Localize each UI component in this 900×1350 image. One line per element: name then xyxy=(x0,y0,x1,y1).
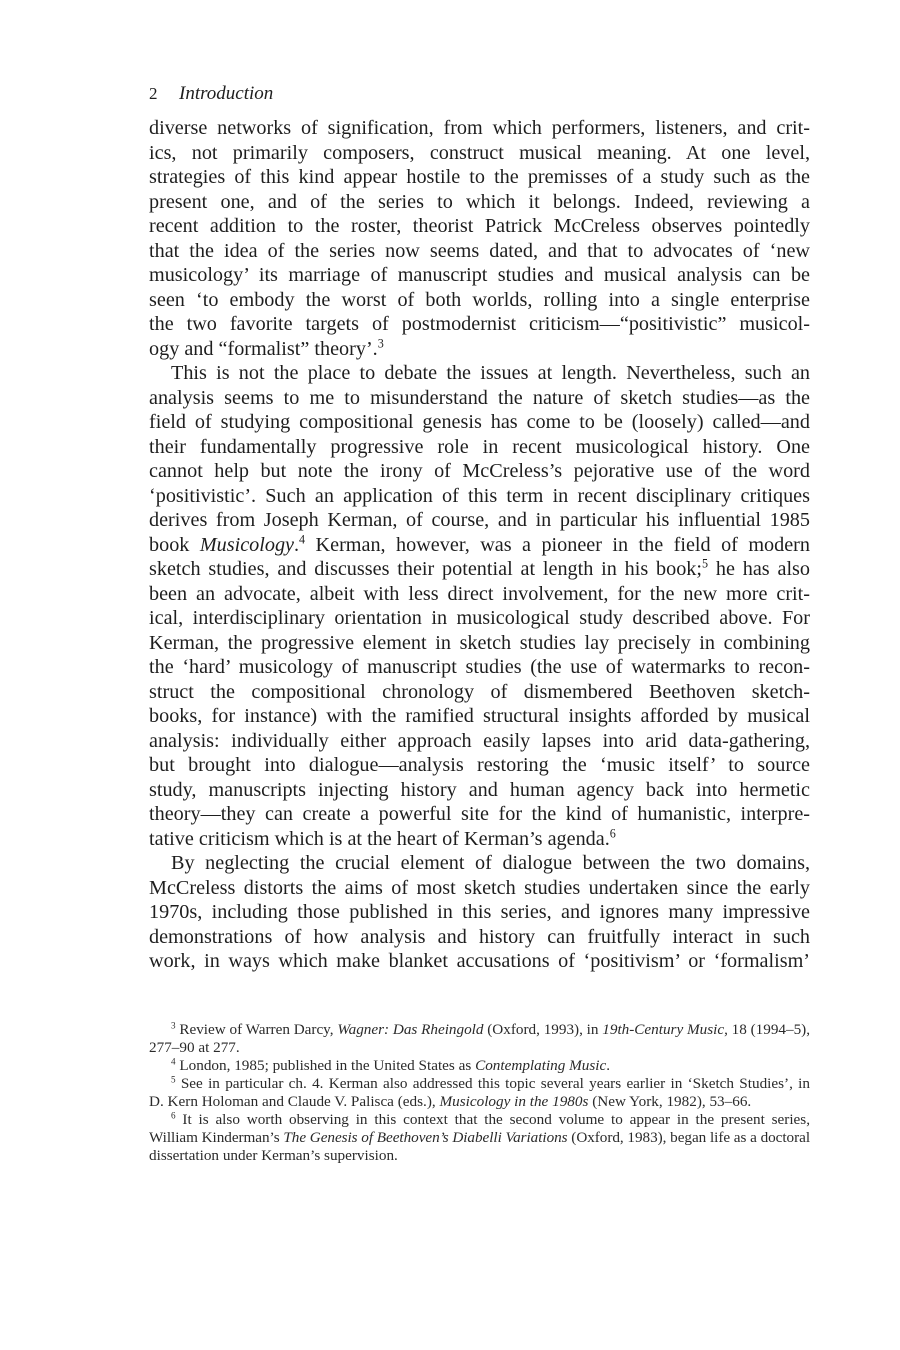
text-line: strategies of this kind appear hostile to the premisses of a study such as the xyxy=(149,166,810,188)
paragraph-2 xyxy=(149,361,810,851)
cited-title: Contemplating Music xyxy=(475,1057,607,1074)
footnotes xyxy=(149,1021,810,1165)
footnote-3 xyxy=(149,1021,810,1057)
text-line: but brought into dialogue—analysis restoring the ‘music itself’ to source xyxy=(149,754,810,776)
text-line: field of studying compositional genesis has come to be (loosely) called—and xyxy=(149,411,810,433)
body-text xyxy=(149,116,810,974)
cited-journal: 19th-Century Music xyxy=(602,1021,725,1038)
footnote-number: 4 xyxy=(171,1056,176,1067)
text-segment: William Kinderman’s xyxy=(149,1129,284,1146)
text-segment: . xyxy=(606,1057,611,1074)
footnote-line xyxy=(149,1129,810,1147)
text-segment: . xyxy=(294,533,300,556)
text-line: analysis: individually either approach easily lapses into arid data-gathering, xyxy=(149,729,810,752)
text-line: books, for instance) with the ramified structural insights afforded by musical xyxy=(149,705,810,727)
text-line-content: tative criticism which is at the heart of Kerman’s agenda. xyxy=(149,827,610,850)
text-line: musicology’ its marriage of manuscript studies and musical analysis can be xyxy=(149,264,810,286)
text-line xyxy=(149,827,810,852)
text-segment: Review of Warren Darcy, xyxy=(179,1021,338,1038)
text-line: cannot help but note the irony of McCreless’s pejorative use of the word xyxy=(149,460,810,482)
footnote-line: 277–90 at 277. xyxy=(149,1039,240,1056)
text-line: Kerman, the progressive element in sketch studies lay precisely in combining xyxy=(149,631,810,654)
text-segment: London, 1985; published in the United States as xyxy=(179,1057,476,1074)
text-segment: , 18 (1994–5), xyxy=(724,1021,811,1038)
text-line: recent addition to the roster, theorist Patrick McCreless observes pointedly xyxy=(149,215,810,237)
footnote-4 xyxy=(149,1057,810,1075)
text-line: ics, not primarily composers, construct musical meaning. At one level, xyxy=(149,141,810,164)
footnote-6 xyxy=(149,1111,810,1165)
footnote-number: 5 xyxy=(171,1074,176,1085)
text-line: ical, interdisciplinary orientation in musicological study described above. For xyxy=(149,607,810,629)
text-line: McCreless distorts the aims of most sketch studies undertaken since the early xyxy=(149,876,810,899)
text-line: present one, and of the series to which it belongs. Indeed, reviewing a xyxy=(149,190,810,213)
text-line xyxy=(149,557,810,582)
text-line: ‘positivistic’. Such an application of this term in recent disciplinary critiques xyxy=(149,484,810,507)
text-line: their fundamentally progressive role in recent musicological history. One xyxy=(149,435,810,458)
text-line: the two favorite targets of postmodernist criticism—“positivistic” musicol- xyxy=(149,313,810,335)
cited-title: The Genesis of Beethoven’s Diabelli Variations xyxy=(283,1129,568,1146)
footnote-line xyxy=(149,1021,810,1039)
text-segment: Kerman, however, was a pioneer in the field of modern xyxy=(305,533,810,556)
footnote-line xyxy=(149,1057,810,1075)
text-line xyxy=(149,337,810,362)
chapter-title: Introduction xyxy=(179,83,274,104)
footnote-line xyxy=(149,1075,810,1093)
footnote-ref-4[interactable]: 4 xyxy=(299,532,306,547)
book-title-musicology: Musicology xyxy=(199,533,294,556)
footnote-number: 6 xyxy=(171,1110,176,1121)
text-line: derives from Joseph Kerman, of course, and in particular his influential 1985 xyxy=(149,509,810,531)
text-line: 1970s, including those published in this series, and ignores many impressive xyxy=(149,901,810,923)
paragraph-3 xyxy=(149,851,810,974)
text-segment: See in particular ch. 4. Kerman also addressed this topic several years earlier in ‘Sketch Studies’, in xyxy=(180,1075,810,1092)
text-line: seen ‘to embody the worst of both worlds, rolling into a single enterprise xyxy=(149,288,810,311)
cited-title: Musicology in the 1980s xyxy=(439,1093,589,1110)
footnote-line xyxy=(149,1111,810,1129)
text-line: This is not the place to debate the issues at length. Nevertheless, such an xyxy=(171,362,810,384)
footnote-ref-5[interactable]: 5 xyxy=(702,556,709,571)
text-segment: (Oxford, 1993), in xyxy=(483,1021,603,1038)
footnote-5 xyxy=(149,1075,810,1111)
text-line: work, in ways which make blanket accusations of ‘positivism’ or ‘formalism’ xyxy=(149,950,810,972)
text-line xyxy=(149,533,810,558)
text-segment: (Oxford, 1983), began life as a doctoral xyxy=(567,1129,810,1146)
footnote-ref-6[interactable]: 6 xyxy=(609,826,616,841)
text-line: theory—they can create a powerful site for the kind of humanistic, interpre- xyxy=(149,803,810,825)
text-line: struct the compositional chronology of dismembered Beethoven sketch- xyxy=(149,680,810,703)
text-segment: D. Kern Holoman and Claude V. Palisca (eds.), xyxy=(149,1093,440,1110)
text-line: study, manuscripts injecting history and human agency back into hermetic xyxy=(149,778,810,801)
footnote-line: dissertation under Kerman’s supervision. xyxy=(149,1147,398,1164)
text-segment: It is also worth observing in this context that the second volume to appear in the present series, xyxy=(182,1111,810,1128)
footnote-number: 3 xyxy=(171,1020,176,1031)
cited-title: Wagner: Das Rheingold xyxy=(337,1021,484,1038)
text-segment: he has also xyxy=(708,558,810,580)
text-line: the ‘hard’ musicology of manuscript studies (the use of watermarks to recon- xyxy=(149,656,810,678)
text-line-content: ogy and “formalist” theory’. xyxy=(149,337,378,360)
text-line: that the idea of the series now seems dated, and that to advocates of ‘new xyxy=(149,239,810,262)
text-line: By neglecting the crucial element of dialogue between the two domains, xyxy=(171,852,810,874)
page-number: 2 xyxy=(149,84,158,103)
running-head xyxy=(149,82,273,106)
text-line: diverse networks of signification, from which performers, listeners, and crit- xyxy=(149,117,810,139)
text-line: demonstrations of how analysis and history can fruitfully interact in such xyxy=(149,925,810,948)
text-segment: sketch studies, and discusses their potential at length in his book; xyxy=(149,558,703,580)
text-line: analysis seems to me to misunderstand the nature of sketch studies—as the xyxy=(149,386,810,409)
text-line: been an advocate, albeit with less direct involvement, for the new more crit- xyxy=(149,582,810,605)
text-segment: book xyxy=(149,533,200,556)
text-segment: (New York, 1982), 53–66. xyxy=(588,1093,752,1110)
paragraph-1 xyxy=(149,116,810,361)
footnote-line xyxy=(149,1093,810,1111)
footnote-ref-3[interactable]: 3 xyxy=(377,336,384,351)
